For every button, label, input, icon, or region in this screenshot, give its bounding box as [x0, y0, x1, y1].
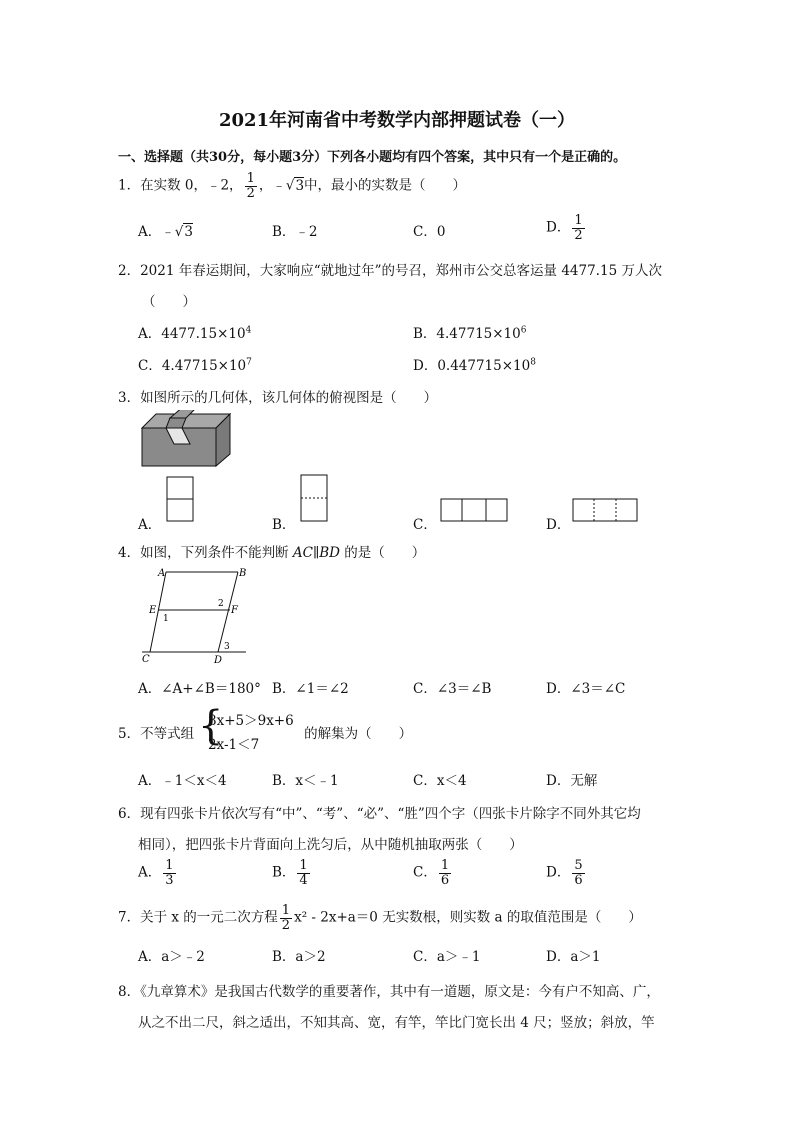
- q4-option-c[interactable]: C．∠3＝∠B: [413, 681, 492, 697]
- q4-option-b[interactable]: B．∠1＝∠2: [272, 681, 349, 697]
- question-4-stem: 4．如图，下列条件不能判断 AC∥BD 的是（ ）: [118, 545, 426, 561]
- figure-label-f: F: [231, 605, 238, 616]
- figure-angle-1: 1: [163, 614, 169, 624]
- question-1-stem: 1．在实数 0，﹣2， $\frac{1}{2}$ ，﹣√3中，最小的实数是（ ）: [118, 171, 467, 201]
- q3-option-d-figure: [572, 498, 642, 524]
- q7-option-b[interactable]: B．a＞2: [272, 949, 326, 965]
- figure-label-a: A: [158, 568, 166, 579]
- section-heading: 一、选择题（共30分，每小题3分）下列各小题均有四个答案，其中只有一个是正确的。: [118, 150, 627, 165]
- q3-option-c-figure: [440, 498, 510, 524]
- question-5-stem: 5．不等式组 的解集为（ ）: [118, 726, 413, 742]
- figure-label-b: B: [239, 568, 247, 579]
- question-2-stem: 2．2021 年春运期间，大家响应“就地过年”的号召，郑州市公交总客运量 4477.15 万人次: [118, 263, 662, 279]
- question-3-stem: 3．如图所示的几何体，该几何体的俯视图是（ ）: [118, 390, 438, 406]
- q4-option-a[interactable]: A．∠A+∠B＝180°: [138, 681, 261, 697]
- figure-angle-3: 3: [224, 642, 230, 652]
- figure-label-d: D: [214, 655, 223, 666]
- q3-solid-figure: [138, 410, 238, 470]
- figure-label-c: C: [142, 654, 150, 665]
- question-8-stem: 8．《九章算术》是我国古代数学的重要著作，其中有一道题，原文是：今有户不知高、广，: [118, 984, 660, 1000]
- q5-option-d[interactable]: D．无解: [546, 773, 598, 789]
- q1-option-a[interactable]: A．﹣√3: [138, 224, 193, 240]
- q3-option-a[interactable]: A．: [138, 517, 162, 533]
- question-7-stem: 7．关于 x 的一元二次方程 $\frac{1}{2}$ x² - 2x+a＝0 无实数根，则实数 a 的取值范围是（ ）: [118, 903, 642, 933]
- q3-option-c[interactable]: C．: [413, 517, 437, 533]
- q6-option-a[interactable]: A． $\frac{1}{3}$: [138, 858, 174, 888]
- q6-option-b[interactable]: B． $\frac{1}{4}$: [272, 858, 308, 888]
- question-8-stem-cont: 从之不出二尺，斜之适出，不知其高、宽，有竿，竿比门宽长出 4 尺；竖放；斜放，竿: [138, 1015, 655, 1031]
- q2-option-a[interactable]: A．$4477.15\times 10^4$: [138, 325, 252, 342]
- q3-option-d[interactable]: D．: [546, 517, 571, 533]
- inequality-2: 2x-1＜7: [208, 737, 260, 753]
- q1-option-b[interactable]: B．﹣2: [272, 224, 318, 240]
- q2-option-c[interactable]: C．$4.47715\times 10^7$: [138, 357, 252, 374]
- question-6-stem: 6．现有四张卡片依次写有“中”、“考”、“必”、“胜”四个字（四张卡片除字不同外其它均: [118, 806, 641, 822]
- q6-option-d[interactable]: D． $\frac{5}{6}$: [546, 858, 583, 888]
- q7-option-d[interactable]: D．a＞1: [546, 949, 601, 965]
- q7-option-a[interactable]: A．a＞﹣2: [138, 949, 205, 965]
- q3-option-b[interactable]: B．: [272, 517, 296, 533]
- page-title: 2021年河南省中考数学内部押题试卷（一）: [218, 110, 576, 131]
- figure-label-e: E: [149, 605, 157, 616]
- q6-option-c[interactable]: C． $\frac{1}{6}$: [413, 858, 450, 888]
- question-2-stem-cont: （ ）: [142, 294, 196, 310]
- q3-option-a-figure: [166, 476, 196, 524]
- q5-option-a[interactable]: A．﹣1＜x＜4: [138, 773, 227, 789]
- q5-option-c[interactable]: C．x＜4: [413, 773, 467, 789]
- q7-option-c[interactable]: C．a＞﹣1: [413, 949, 481, 965]
- inequality-1: 8x+5＞9x+6: [208, 713, 294, 729]
- q3-option-b-figure: [300, 474, 330, 524]
- q2-option-b[interactable]: B．$4.47715\times 10^6$: [413, 325, 527, 342]
- q1-option-d[interactable]: D． $\frac{1}{2}$: [546, 213, 583, 243]
- question-6-stem-cont: 相同），把四张卡片背面向上洗匀后，从中随机抽取两张（ ）: [138, 837, 523, 853]
- q2-option-d[interactable]: D．$0.447715\times 10^8$: [413, 357, 536, 374]
- q1-option-c[interactable]: C．0: [413, 224, 446, 240]
- q5-option-b[interactable]: B．x＜﹣1: [272, 773, 339, 789]
- q4-option-d[interactable]: D．∠3＝∠C: [546, 681, 626, 697]
- q4-parallel-figure: [138, 566, 278, 666]
- fraction: $\frac{1}{2}$: [246, 171, 255, 201]
- inequality-brace: {: [198, 703, 224, 749]
- figure-angle-2: 2: [218, 599, 224, 609]
